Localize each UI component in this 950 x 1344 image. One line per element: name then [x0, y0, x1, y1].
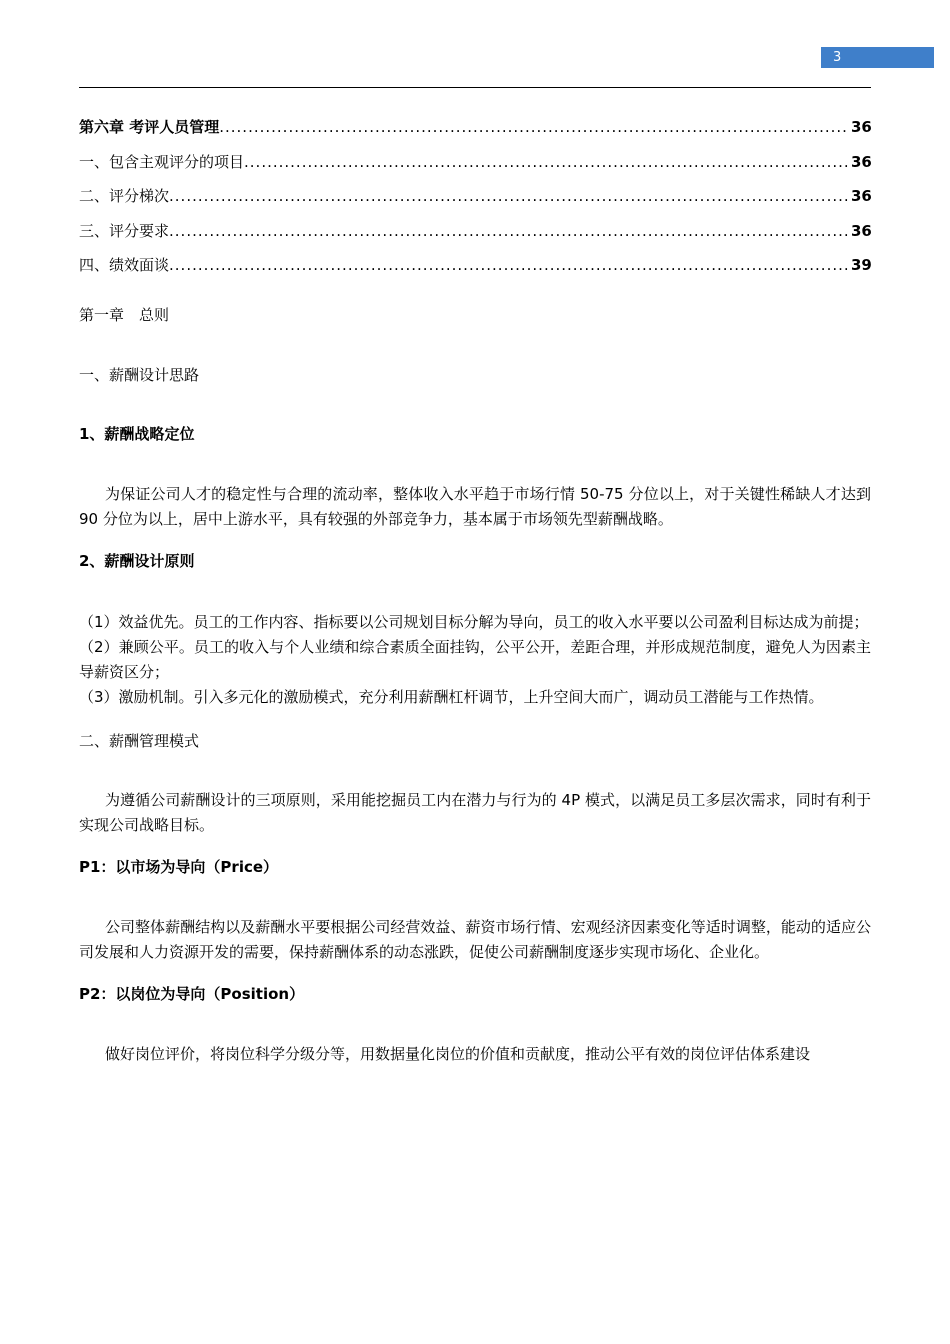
- principles-list: [79, 610, 871, 710]
- document-body: [79, 112, 871, 1067]
- toc-entry-page: 36: [851, 221, 872, 240]
- paragraph: 公司整体薪酬结构以及薪酬水平要根据公司经营效益、薪资市场行情、宏观经济因素变化等适时调整，能动的适应公司发展和人力资源开发的需要，保持薪酬体系的动态涨跌，促使公司薪酬制度逐步实现市场化、企业化。: [79, 917, 871, 961]
- toc-entry[interactable]: [79, 181, 871, 216]
- table-of-contents: [79, 112, 871, 285]
- section-heading: 二、薪酬管理模式: [79, 731, 200, 750]
- toc-entry[interactable]: [79, 147, 871, 182]
- toc-leader: [169, 181, 849, 212]
- subsection-heading: P2：以岗位为导向（Position）: [79, 984, 305, 1003]
- toc-entry[interactable]: [79, 250, 871, 285]
- list-item: （2）兼顾公平。员工的收入与个人业绩和综合素质全面挂钩，公平公开，差距合理，并形成规范制度，避免人为因素主导薪资区分；: [79, 637, 871, 681]
- toc-entry[interactable]: [79, 112, 871, 147]
- toc-leader: [169, 216, 849, 247]
- toc-entry-page: 39: [851, 256, 872, 274]
- subsection-heading: P1：以市场为导向（Price）: [79, 857, 279, 876]
- header-rule: [79, 87, 871, 88]
- toc-entry-title: 四、绩效面谈: [79, 256, 170, 274]
- page-number-badge: [821, 47, 934, 68]
- list-item: （3）激励机制。引入多元化的激励模式，充分利用薪酬杠杆调节，上升空间大而广，调动员工潜能与工作热情。: [79, 687, 824, 706]
- toc-entry-title: 三、评分要求: [79, 221, 170, 240]
- subsection-heading: 2、薪酬设计原则: [79, 551, 195, 570]
- toc-entry-title: 一、包含主观评分的项目: [79, 152, 245, 171]
- subsection-heading: 1、薪酬战略定位: [79, 424, 195, 443]
- toc-leader: [219, 112, 849, 143]
- toc-entry-page: 36: [851, 118, 872, 136]
- toc-entry[interactable]: [79, 216, 871, 251]
- toc-entry-title: 第六章 考评人员管理: [79, 118, 220, 136]
- chapter-title: 第一章 总则: [79, 305, 170, 324]
- paragraph: 为遵循公司薪酬设计的三项原则，采用能挖掘员工内在潜力与行为的 4P 模式，以满足员工多层次需求，同时有利于实现公司战略目标。: [79, 790, 871, 834]
- toc-leader: [169, 250, 849, 281]
- page-number: 3: [833, 50, 842, 65]
- list-item: （1）效益优先。员工的工作内容、指标要以公司规划目标分解为导向，员工的收入水平要以公司盈利目标达成为前提；: [79, 612, 869, 631]
- paragraph: 做好岗位评价，将岗位科学分级分等，用数据量化岗位的价值和贡献度，推动公平有效的岗位评估体系建设: [105, 1044, 811, 1063]
- toc-entry-page: 36: [851, 152, 872, 171]
- section-heading: 一、薪酬设计思路: [79, 365, 200, 384]
- toc-leader: [244, 147, 849, 178]
- paragraph: 为保证公司人才的稳定性与合理的流动率，整体收入水平趋于市场行情 50-75 分位以上，对于关键性稀缺人才达到 90 分位为以上，居中上游水平，具有较强的外部竞争力，基本属于市场领先型薪酬战略。: [79, 484, 871, 528]
- toc-entry-title: 二、评分梯次: [79, 187, 170, 205]
- toc-entry-page: 36: [851, 187, 872, 205]
